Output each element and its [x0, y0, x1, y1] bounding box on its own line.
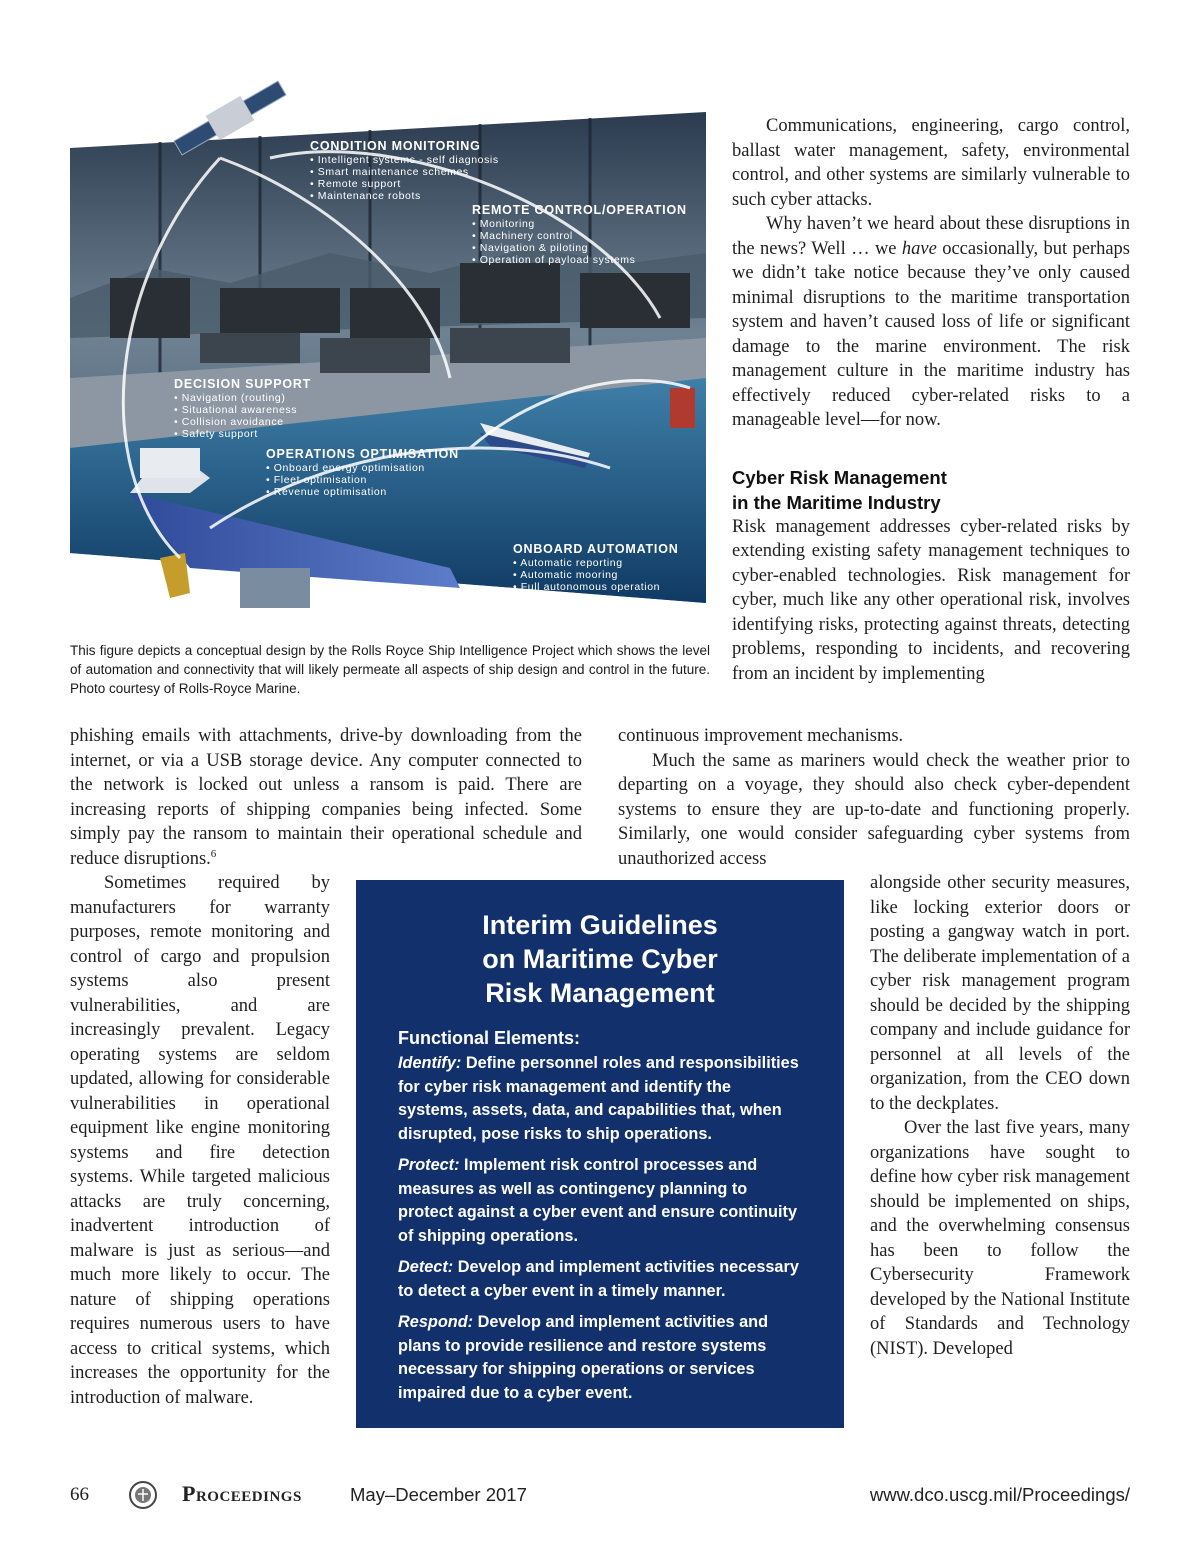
- label-item: • Full autonomous operation: [513, 581, 661, 593]
- website-url: www.dco.uscg.mil/Proceedings/: [869, 1484, 1130, 1505]
- paragraph: Much the same as mariners would check the weather prior to departing on a voyage, they should also check cyber-dependent systems to ensure they are up-to-date and functioning properly. Similarly, one would consider safeguarding cyber systems from unauthorized access: [618, 750, 1130, 869]
- sidebar-item-detect: [398, 1256, 802, 1303]
- issue-date: May–December 2017: [350, 1484, 527, 1505]
- item-term: Detect:: [398, 1258, 454, 1276]
- page-footer: [70, 1478, 1130, 1512]
- label-item: • Automatic reporting: [513, 557, 623, 569]
- ship-intelligence-illustration: [70, 48, 706, 638]
- section-heading: [732, 465, 1130, 515]
- text-span: phishing emails with attachments, drive-by downloading from the internet, or via a USB storage device. Any computer connected to the network is locked out unless a ransom is paid. There are increasing reports of shipping companies being infected. Some simply pay the ransom to maintain their operational schedule and reduce disruptions.: [70, 726, 582, 869]
- title-line: Risk Management: [485, 978, 715, 1008]
- label-condition-monitoring: CONDITION MONITORING: [310, 139, 481, 153]
- text-span: Why haven’t we heard about these disruptions in the news? Well … we: [732, 214, 1130, 259]
- label-item: • Fleet optimisation: [266, 474, 367, 486]
- figure-illustration: [70, 48, 706, 638]
- paragraph: Over the last five years, many organizations have sought to define how cyber risk management should be implemented on ships, and the overwhelming consensus has been to follow the Cybersecurity Framework developed by the National Institute of Standards and Technology (NIST). Developed: [870, 1118, 1130, 1359]
- item-term: Protect:: [398, 1156, 460, 1174]
- item-term: Respond:: [398, 1313, 474, 1331]
- label-operations-optimisation: OPERATIONS OPTIMISATION: [266, 447, 459, 461]
- far-right-column: [870, 871, 1130, 1361]
- label-decision-support: DECISION SUPPORT: [174, 377, 312, 391]
- item-text: Develop and implement activities and plans to provide resilience and restore systems necessary for shipping operations or services impaired due to a cyber event.: [398, 1313, 769, 1402]
- emphasis-text: have: [901, 238, 937, 259]
- left-column-top: [70, 724, 582, 871]
- label-item: • Safety support: [174, 428, 258, 440]
- label-item: • Operation of payload systems: [472, 254, 636, 266]
- label-item: • Smart maintenance schemes: [310, 166, 469, 178]
- heading-line: in the Maritime Industry: [732, 491, 941, 513]
- label-item: • Intelligent systems - self diagnosis: [310, 154, 499, 166]
- sidebar-item-protect: [398, 1154, 802, 1248]
- label-item: • Automatic mooring: [513, 569, 618, 581]
- label-item: • Onboard energy optimisation: [266, 462, 425, 474]
- item-term: Identify:: [398, 1054, 462, 1072]
- paragraph: Risk management addresses cyber-related risks by extending existing safety management techniques to cyber-enabled technologies. Risk management for cyber, much like any other operational risk, involves identifying risks, protecting against threats, detecting problems, responding to incidents, and recovering from an incident by implementing: [732, 516, 1130, 684]
- item-text: Implement risk control processes and measures as well as contingency planning to protect against a cyber event and ensure continuity of shipping operations.: [398, 1156, 797, 1245]
- sidebar-subtitle: Functional Elements:: [398, 1028, 581, 1048]
- title-line: on Maritime Cyber: [482, 944, 718, 974]
- sidebar-title: [398, 908, 802, 1010]
- sidebar-item-identify: [398, 1052, 802, 1146]
- left-column-bottom: [70, 871, 330, 1410]
- item-text: Develop and implement activities necessary to detect a cyber event in a timely manner.: [398, 1258, 799, 1300]
- text-span: occasionally, but perhaps we didn’t take notice because they’ve only caused minimal disruptions to the maritime transportation system and haven’t caused loss of life or significant damage to the marine environment. The risk management culture in the maritime industry has effectively reduced cyber-related risks to a manageable level—for now.: [732, 238, 1130, 430]
- page-number: 66: [70, 1484, 89, 1505]
- heading-line: Cyber Risk Management: [732, 466, 947, 488]
- paragraph: Sometimes required by manufacturers for warranty purposes, remote monitoring and control of cargo and propulsion systems also present vulnerabilities, and are increasingly prevalent. Legacy operating systems are seldom updated, allowing for considerable vulnerabilities in operational equipment like engine monitoring systems and fire detection systems. While targeted malicious attacks are truly concerning, inadvertent introduction of malware is just as serious—and much more likely to occur. The nature of shipping operations requires numerous users to have access to critical systems, which increases the opportunity for the introduction of malware.: [70, 873, 330, 1408]
- paragraph: [70, 724, 582, 871]
- sidebar-item-respond: [398, 1311, 802, 1405]
- label-item: • Navigation (routing): [174, 392, 286, 404]
- label-item: • Maintenance robots: [310, 190, 421, 202]
- paragraph: alongside other security measures, like locking exterior doors or posting a gangway watch in port. The deliberate implementation of a cyber risk management program should be decided by the shipping company and include guidance for personnel at all levels of the organization, from the CEO down to the deckplates.: [870, 873, 1130, 1114]
- label-item: • Machinery control: [472, 230, 573, 242]
- label-item: • Remote support: [310, 178, 401, 190]
- mid-right-text: [618, 724, 1130, 871]
- label-item: • Collision avoidance: [174, 416, 284, 428]
- figure-caption: This figure depicts a conceptual design by the Rolls Royce Ship Intelligence Project which shows the level of automation and connectivity that will likely permeate all aspects of ship design and control in the future. Photo courtesy of Rolls-Royce Marine.: [70, 643, 710, 696]
- paragraph: [732, 212, 1130, 433]
- label-remote-control: REMOTE CONTROL/OPERATION: [472, 203, 687, 217]
- title-line: Interim Guidelines: [482, 910, 718, 940]
- guidelines-sidebar: [356, 880, 844, 1428]
- right-column-top: [732, 114, 1130, 686]
- label-onboard-automation: ONBOARD AUTOMATION: [513, 542, 679, 556]
- footnote-marker: 6: [210, 847, 217, 860]
- label-item: • Situational awareness: [174, 404, 298, 416]
- label-item: • Monitoring: [472, 218, 535, 230]
- label-item: • Revenue optimisation: [266, 486, 387, 498]
- coast-guard-seal-icon: [128, 1480, 158, 1516]
- paragraph: Communications, engineering, cargo control, ballast water management, safety, environmental control, and other systems are similarly vulnerable to such cyber attacks.: [732, 116, 1130, 210]
- item-text: Define personnel roles and responsibilities for cyber risk management and identify the systems, assets, data, and capabilities that, when disrupted, pose risks to ship operations.: [398, 1054, 799, 1143]
- paragraph: continuous improvement mechanisms.: [618, 726, 904, 746]
- label-item: • Navigation & piloting: [472, 242, 589, 254]
- publication-name: Proceedings: [182, 1481, 302, 1506]
